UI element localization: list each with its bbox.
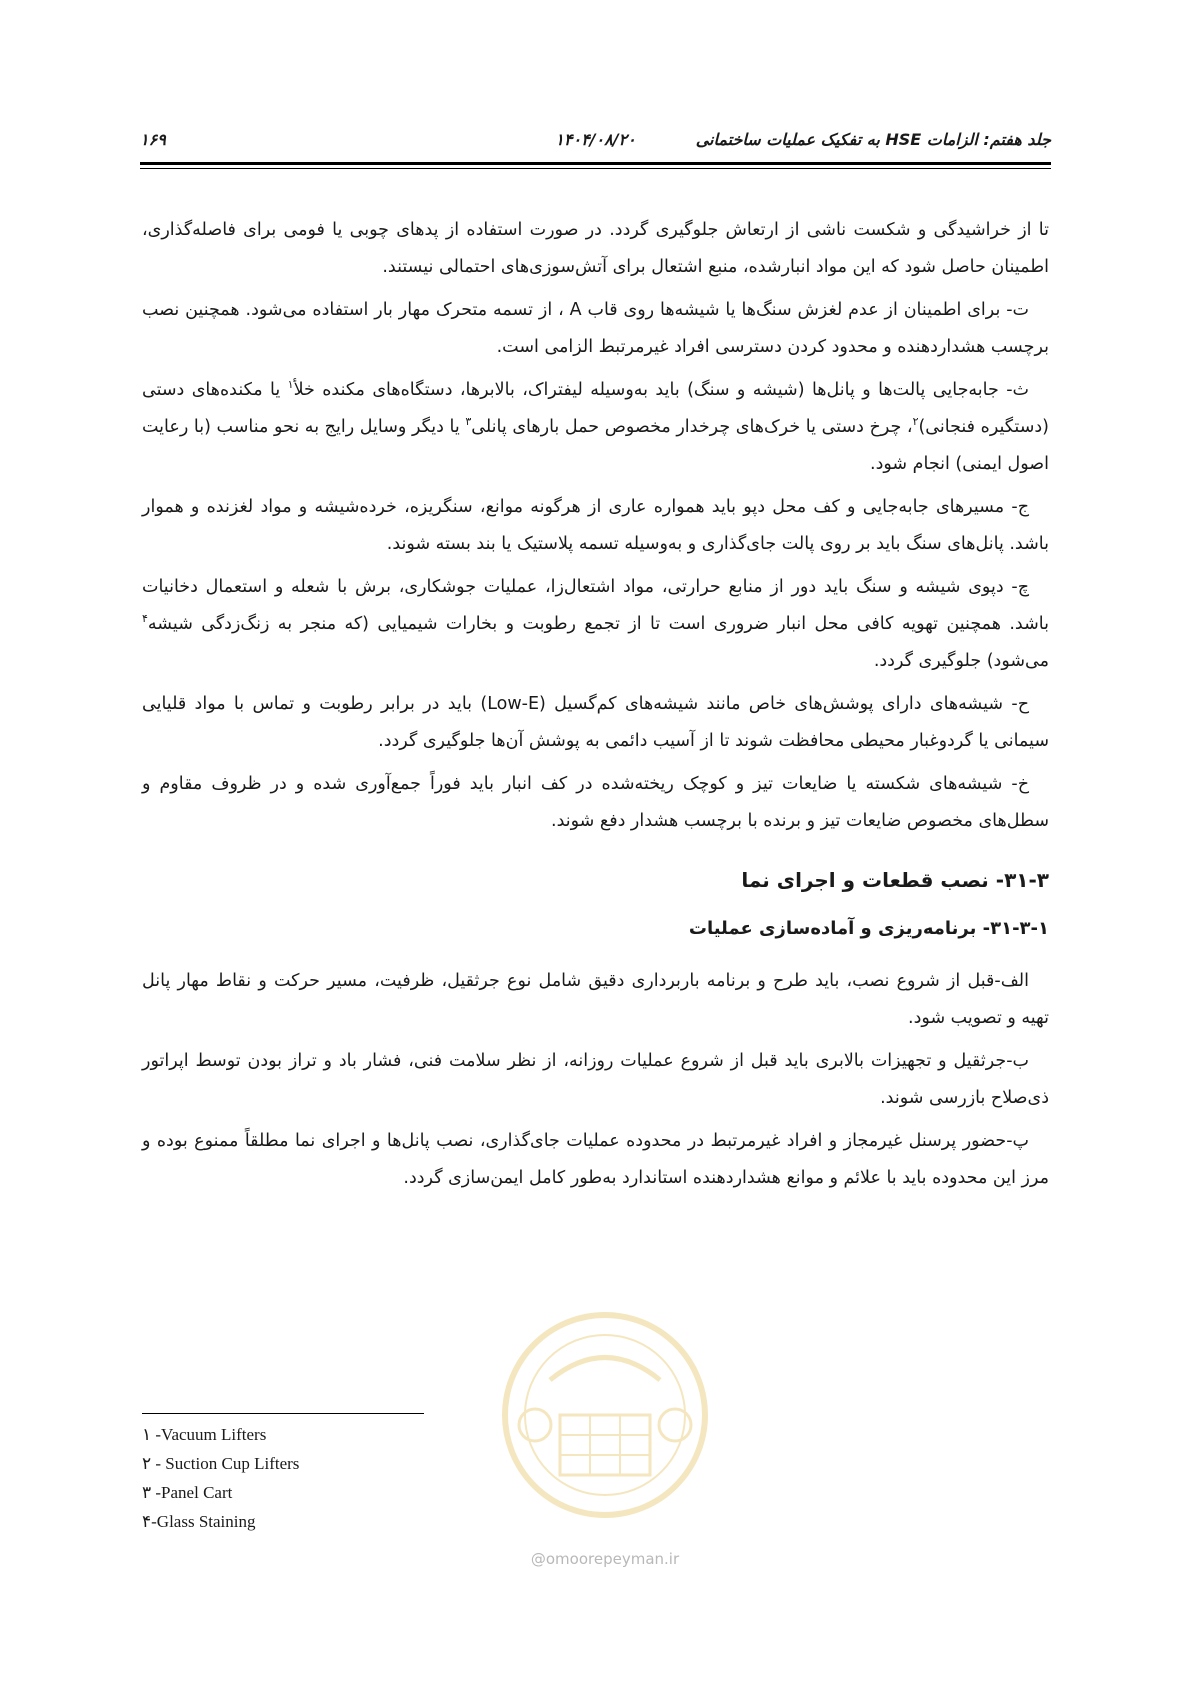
header-rule-thick — [140, 162, 1051, 165]
paragraph: چ- دپوی شیشه و سنگ باید دور از منابع حرارتی، مواد اشتعال‌زا، عملیات جوشکاری، برش با شعله و استعمال دخانیات باشد. همچنین تهویه کافی محل انبار ضروری است تا از تجمع رطوبت و بخارات شیمیایی (که منجر به زنگ‌زدگی شیشه$^۴$ می‌شود) جلوگیری گردد. — [142, 577, 1049, 671]
paragraph: ج- مسیرهای جابه‌جایی و کف محل دپو باید همواره عاری از هرگونه موانع، سنگریزه، خرده‌شیشه و مواد لغزنده و هموار باشد. پانل‌های سنگ باید بر روی پالت جای‌گذاری و به‌وسیله تسمه پلاستیک یا بند بسته شوند. — [142, 497, 1049, 554]
header-date: ۱۴۰۴/۰۸/۲۰ — [555, 130, 636, 149]
header-rule-thin — [140, 168, 1051, 169]
footnote: ۴-Glass Staining — [142, 1512, 256, 1531]
running-header — [140, 122, 1051, 162]
footnotes — [142, 1420, 299, 1536]
paragraph: ث- جابه‌جایی پالت‌ها و پانل‌ها (شیشه و سنگ) باید به‌وسیله لیفتراک، بالابرها، دستگاه‌های مکنده خلأ$^۱$ یا مکنده‌های دستی (دستگیره فنجانی)$^۲$، چرخ دستی یا خرک‌های چرخدار مخصوص حمل بارهای پانلی$^۳$ یا دیگر وسایل رایج به نحو مناسب (با رعایت اصول ایمنی) انجام شود. — [142, 378, 1049, 474]
paragraph: تا از خراشیدگی و شکست ناشی از ارتعاش جلوگیری گردد. در صورت استفاده از پدهای چوبی یا فومی برای فاصله‌گذاری، اطمینان حاصل شود که این مواد انبارشده، منبع اشتعال برای آتش‌سوزی‌های احتمالی نیستند. — [142, 220, 1049, 277]
footnote-separator — [142, 1413, 424, 1414]
watermark-site: @omoorepeyman.ir — [530, 1550, 680, 1568]
section-heading: ۳۱-۳- نصب قطعات و اجرای نما — [741, 868, 1049, 892]
footnote-ref[interactable]: ۳ — [465, 415, 472, 429]
footnote: ۱ -Vacuum Lifters — [142, 1425, 267, 1444]
footnote: ۲ - Suction Cup Lifters — [142, 1454, 300, 1473]
footnote: ۳ -Panel Cart — [142, 1483, 233, 1502]
page-number: ۱۶۹ — [140, 130, 166, 149]
paragraph: ت- برای اطمینان از عدم لغزش سنگ‌ها یا شیشه‌ها روی قاب A ، از تسمه متحرک مهار بار استفاده می‌شود. همچنین نصب برچسب هشداردهنده و محدود کردن دسترسی افراد غیرمرتبط الزامی است. — [142, 300, 1049, 357]
paragraph: ب-جرثقیل و تجهیزات بالابری باید قبل از شروع عملیات روزانه، از نظر سلامت فنی، فشار باد و تراز بودن توسط اپراتور ذی‌صلاح بازرسی شوند. — [142, 1051, 1049, 1108]
footnote-ref[interactable]: ۱ — [287, 378, 294, 392]
paragraph: پ-حضور پرسنل غیرمجاز و افراد غیرمرتبط در محدوده عملیات جای‌گذاری، نصب پانل‌ها و اجرای نما مطلقاً ممنوع بوده و مرز این محدوده باید با علائم و موانع هشداردهنده استاندارد به‌طور کامل ایمن‌سازی گردد. — [142, 1131, 1049, 1188]
seal-watermark-icon — [490, 1300, 720, 1550]
paragraph: الف-قبل از شروع نصب، باید طرح و برنامه باربرداری دقیق شامل نوع جرثقیل، ظرفیت، مسیر حرکت و نقاط مهار پانل تهیه و تصویب شود. — [142, 971, 1049, 1028]
header-title: جلد هفتم: الزامات HSE به تفکیک عملیات ساختمانی — [695, 130, 1051, 149]
footnote-ref[interactable]: ۴ — [142, 612, 148, 626]
paragraph: خ- شیشه‌های شکسته یا ضایعات تیز و کوچک ریخته‌شده در کف انبار باید فوراً جمع‌آوری شده و در ظروف مقاوم و سطل‌های مخصوص ضایعات تیز و برنده با برچسب هشدار دفع شوند. — [142, 774, 1049, 831]
paragraph: ح- شیشه‌های دارای پوشش‌های خاص مانند شیشه‌های کم‌گسیل (Low-E) باید در برابر رطوبت و تماس با مواد قلیایی سیمانی یا گردوغبار محیطی محافظت شوند تا از آسیب دائمی به پوشش آن‌ها جلوگیری گردد. — [142, 694, 1049, 751]
body-text — [142, 212, 1049, 1203]
footnote-ref[interactable]: ۲ — [912, 415, 919, 429]
subsection-heading: ۳۱-۳-۱- برنامه‌ریزی و آماده‌سازی عملیات — [688, 918, 1049, 939]
